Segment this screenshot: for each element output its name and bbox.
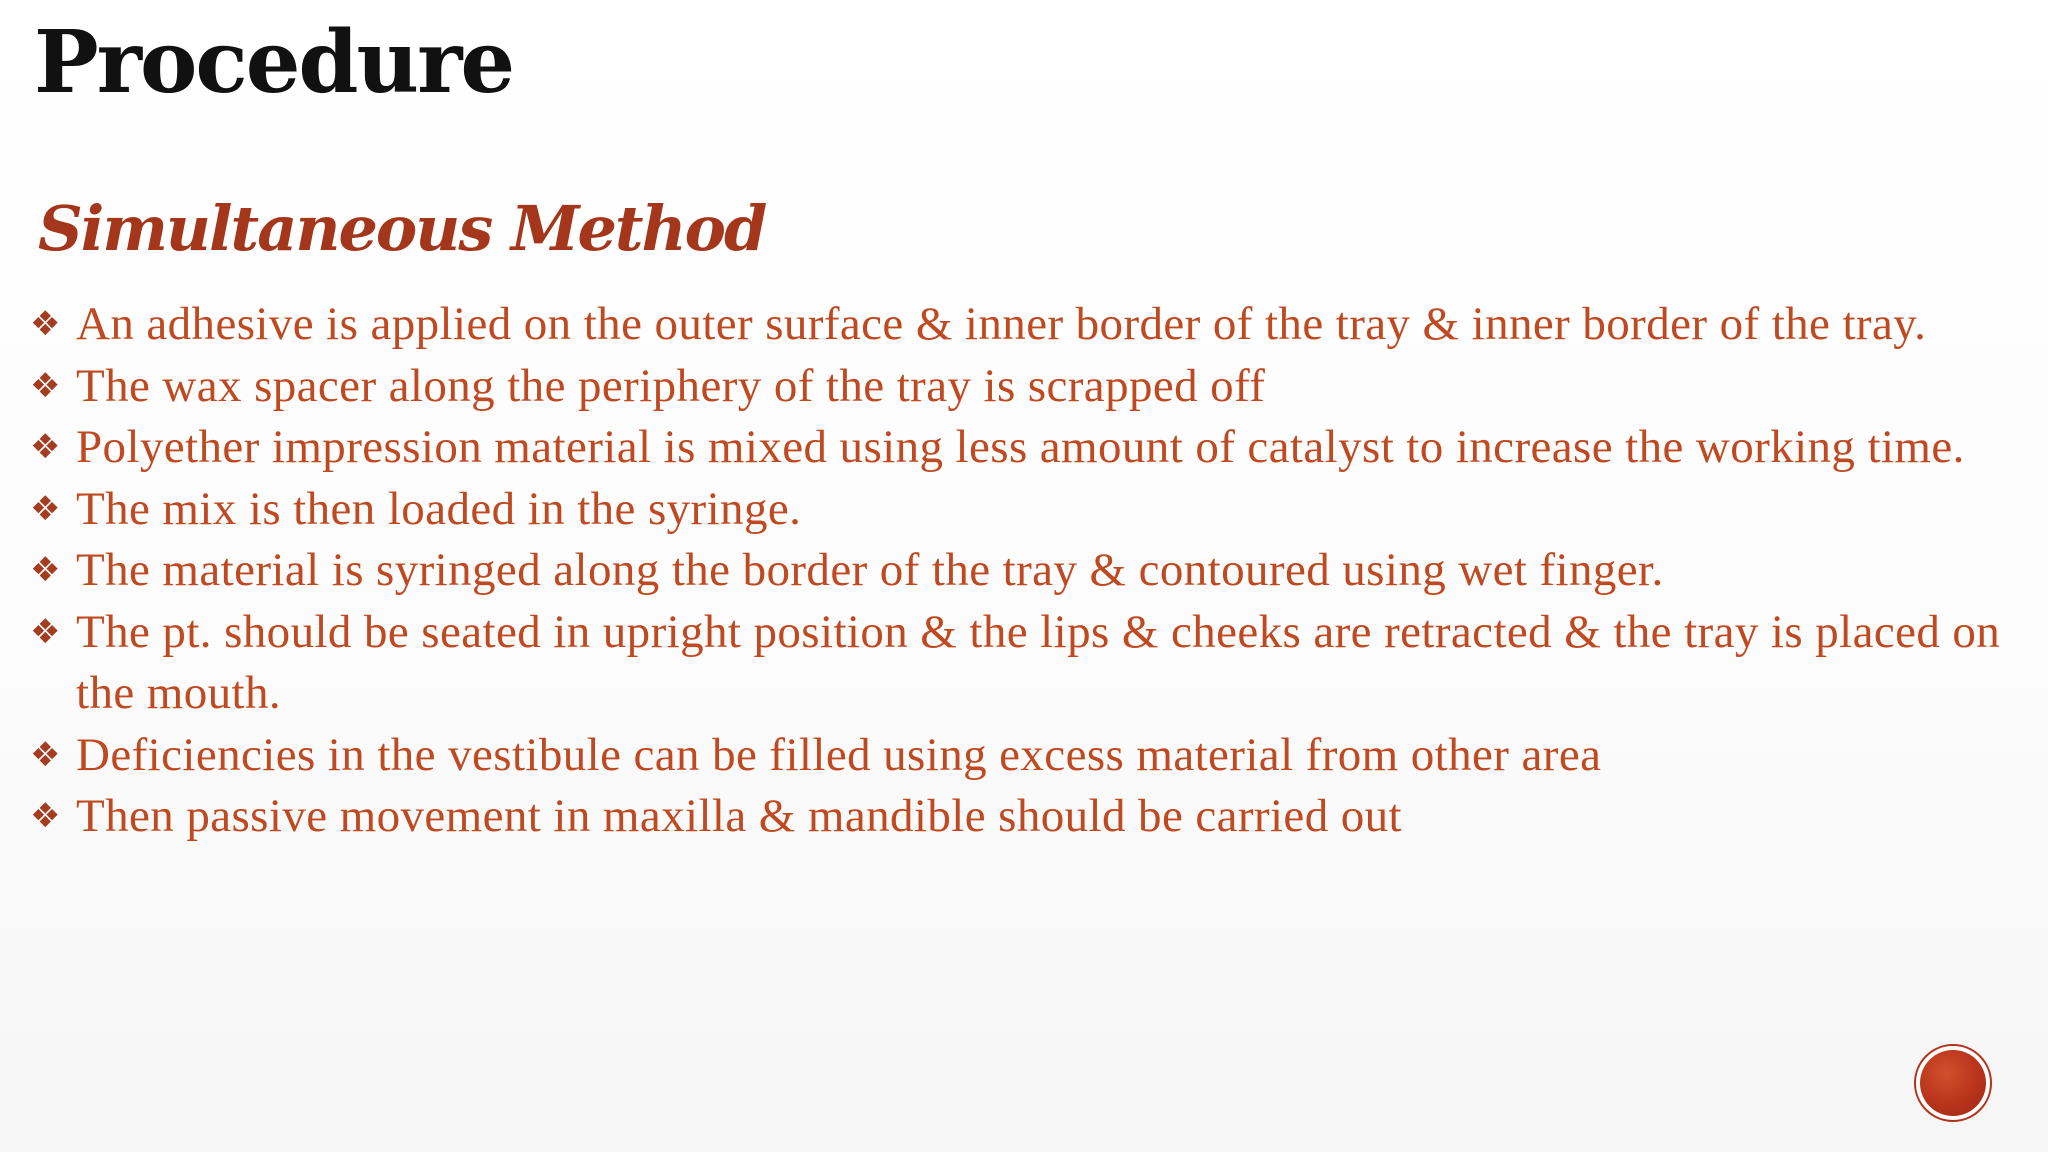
diamond-cluster-bullet-icon: ❖ <box>30 427 61 467</box>
diamond-cluster-bullet-icon: ❖ <box>30 365 61 406</box>
diamond-cluster-bullet-icon: ❖ <box>30 796 61 836</box>
bullet-text: The pt. should be seated in upright position & the lips & cheeks are retracted & the tray is placed on the mouth. <box>76 605 2001 719</box>
bullet-item <box>30 417 2020 479</box>
bullet-item <box>30 786 2020 848</box>
bullet-text: An adhesive is applied on the outer surface & inner border of the tray & inner border of the tray. <box>76 298 1927 350</box>
diamond-cluster-bullet-icon: ❖ <box>30 550 61 590</box>
bullet-item <box>30 479 2020 541</box>
bullet-list <box>30 294 2020 848</box>
diamond-cluster-bullet-icon: ❖ <box>30 611 61 652</box>
next-slide-circle-icon <box>1920 1050 1986 1116</box>
bullet-item <box>30 602 2020 725</box>
bullet-item <box>30 540 2020 602</box>
bullet-text: The mix is then loaded in the syringe. <box>76 482 802 535</box>
slide-title: Procedure <box>34 12 514 113</box>
bullet-text: Deficiencies in the vestibule can be filled using excess material from other area <box>76 728 1602 781</box>
bullet-text: Polyether impression material is mixed using less amount of catalyst to increase the working time. <box>76 421 1965 473</box>
bullet-item <box>30 294 2020 356</box>
bullet-text: The wax spacer along the periphery of the tray is scrapped off <box>76 359 1266 412</box>
bullet-item <box>30 725 2020 787</box>
diamond-cluster-bullet-icon: ❖ <box>30 488 61 529</box>
bullet-text: Then passive movement in maxilla & mandible should be carried out <box>76 790 1403 842</box>
diamond-cluster-bullet-icon: ❖ <box>30 304 61 344</box>
slide-subtitle: Simultaneous Method <box>38 192 766 265</box>
diamond-cluster-bullet-icon: ❖ <box>30 734 61 775</box>
bullet-item <box>30 356 2020 418</box>
next-slide-button[interactable] <box>1914 1044 1992 1122</box>
bullet-text: The material is syringed along the border of the tray & contoured using wet finger. <box>76 544 1664 596</box>
